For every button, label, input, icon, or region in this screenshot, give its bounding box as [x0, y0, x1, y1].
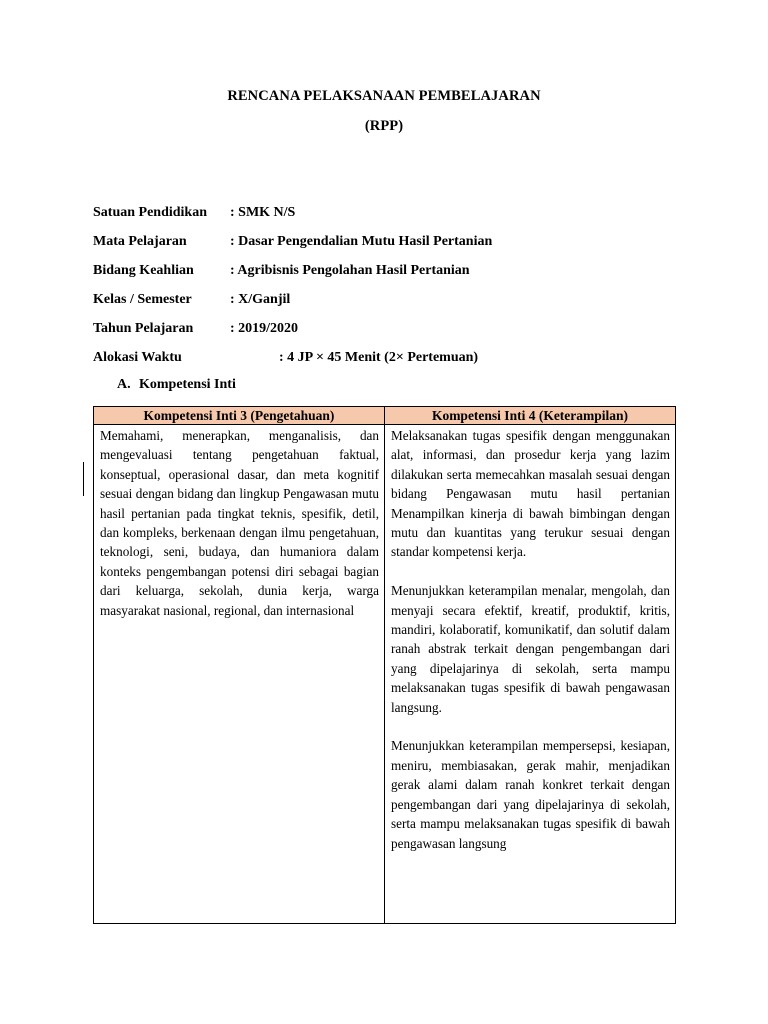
header-ki4: Kompetensi Inti 4 (Keterampilan) [431, 408, 629, 423]
ki4-cell [391, 426, 670, 853]
info-label: Kelas / Semester [93, 292, 192, 307]
info-label: Satuan Pendidikan [93, 205, 207, 220]
header-ki3: Kompetensi Inti 3 (Pengetahuan) [143, 408, 335, 423]
column-divider [384, 407, 385, 923]
info-value: : X/Ganjil [230, 292, 291, 307]
info-label: Mata Pelajaran [93, 234, 187, 249]
section-title: Kompetensi Inti [139, 377, 236, 392]
info-value: : Dasar Pengendalian Mutu Hasil Pertanian [230, 234, 493, 249]
info-row-alokasi-waktu [93, 350, 478, 366]
info-row-kelas-semester [93, 292, 290, 308]
info-label: Tahun Pelajaran [93, 321, 194, 336]
info-label: Bidang Keahlian [93, 263, 194, 278]
info-row-satuan-pendidikan [93, 205, 295, 221]
margin-line-mark [83, 462, 84, 496]
ki4-paragraph-2: Menunjukkan keterampilan menalar, mengolah, dan menyaji secara efektif, kreatif, produktif, kritis, mandiri, kolaboratif, komunikatif, dan solutif dalam ranah abstrak terkait dengan pengembangan dari yang dipelajarinya di sekolah, serta mampu melaksanakan tugas spesifik di bawah pengawasan langsung. [391, 583, 670, 715]
ki3-paragraph: Memahami, menerapkan, menganalisis, dan mengevaluasi tentang pengetahuan faktual, konseptual, operasional dasar, dan meta kognitif sesuai dengan bidang dan lingkup Pengawasan mutu hasil pertanian pada tingkat teknis, spesifik, detil, dan kompleks, berkenaan dengan ilmu pengetahuan, teknologi, seni, budaya, dan humaniora dalam konteks pengembangan potensi diri sebagai bagian dari keluarga, sekolah, dunia kerja, warga masyarakat nasional, regional, dan internasional [100, 428, 379, 618]
info-value: : 4 JP × 45 Menit (2× Pertemuan) [279, 350, 479, 365]
info-row-bidang-keahlian [93, 263, 470, 279]
ki4-paragraph-3: Menunjukkan keterampilan mempersepsi, kesiapan, meniru, membiasakan, gerak mahir, menjadikan gerak alami dalam ranah konkret terkait dengan pengembangan dari yang dipelajarinya di sekolah, serta mampu melaksanakan tugas spesifik di bawah pengawasan langsung [391, 738, 670, 851]
info-value: : SMK N/S [230, 205, 296, 220]
ki4-paragraph-1: Melaksanakan tugas spesifik dengan menggunakan alat, informasi, dan prosedur kerja yang lazim dilakukan serta memecahkan masalah sesuai dengan bidang Pengawasan mutu hasil pertanian Menampilkan kinerja di bawah bimbingan dengan mutu dan kuantitas yang terukur sesuai dengan standar kompetensi kerja. [391, 428, 670, 560]
info-value: : Agribisnis Pengolahan Hasil Pertanian [230, 263, 470, 278]
kompetensi-inti-table [93, 406, 676, 924]
info-row-mata-pelajaran [93, 234, 492, 250]
info-label: Alokasi Waktu [93, 350, 182, 365]
document-subtitle: (RPP) [364, 118, 404, 134]
section-letter: A. [117, 377, 131, 392]
section-heading-kompetensi-inti [117, 377, 236, 393]
info-row-tahun-pelajaran [93, 321, 298, 337]
document-title: RENCANA PELAKSANAAN PEMBELAJARAN [227, 88, 541, 104]
info-value: : 2019/2020 [230, 321, 299, 336]
ki3-cell [100, 426, 379, 620]
